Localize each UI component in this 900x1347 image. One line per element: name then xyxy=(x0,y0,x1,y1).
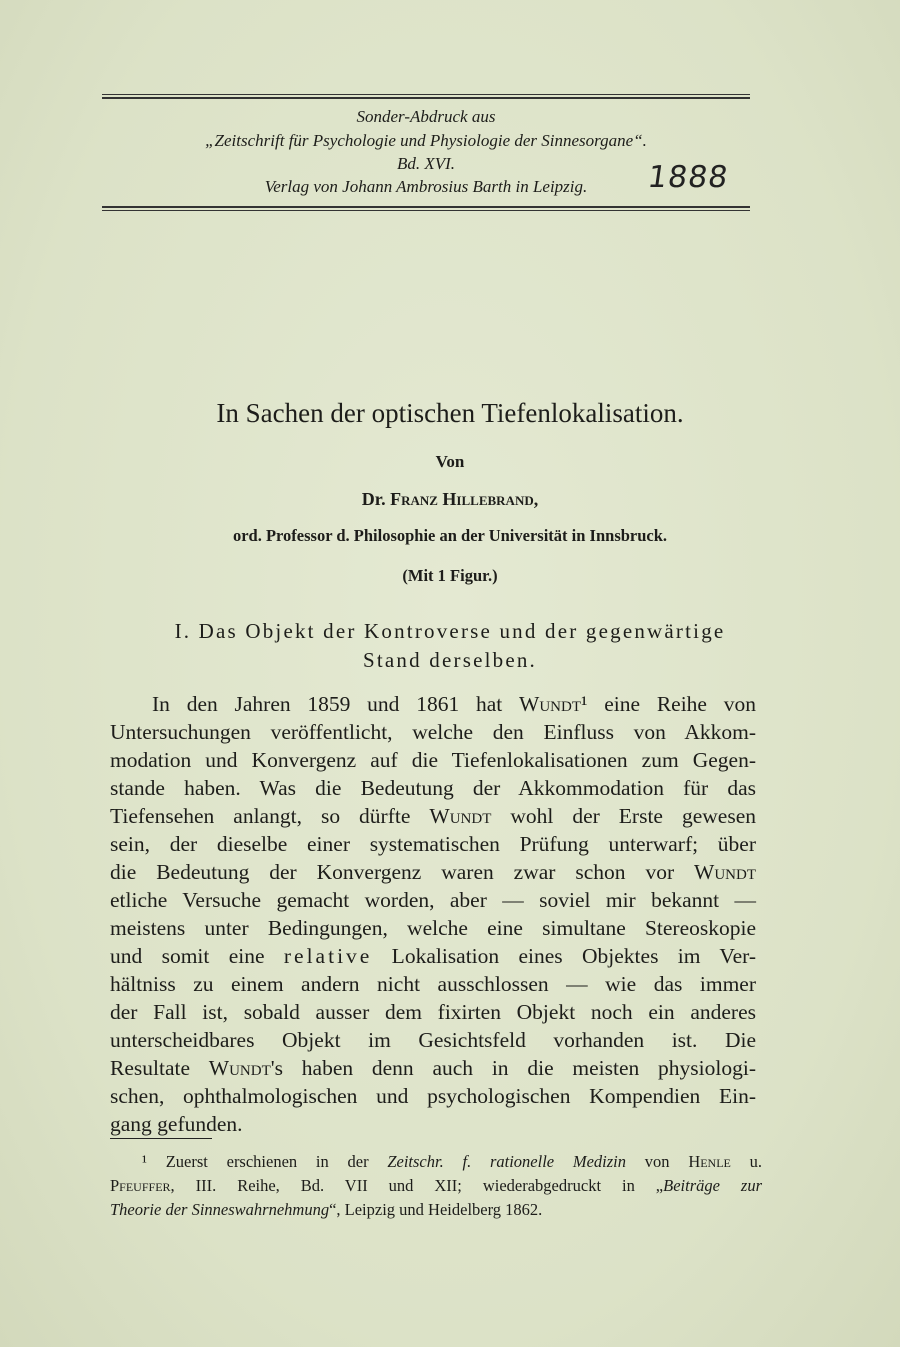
text-segment: sein, der dieselbe einer systematischen Prüfung unterwarf; über xyxy=(110,832,756,856)
header-rule-bottom-thick xyxy=(102,206,750,208)
text-line xyxy=(110,998,756,1026)
text-segment: 's haben denn auch in die meisten physiologi- xyxy=(270,1056,756,1080)
text-line xyxy=(110,1174,762,1198)
body-paragraph xyxy=(110,690,756,1138)
text-segment: gang gefunden. xyxy=(110,1112,243,1136)
author-prefix: Dr. xyxy=(361,489,391,509)
text-line xyxy=(110,718,756,746)
text-line xyxy=(110,1198,762,1222)
text-line xyxy=(110,858,756,886)
text-segment: stande haben. Was die Bedeutung der Akkommodation für das xyxy=(110,776,756,800)
text-segment: der Fall ist, sobald ausser dem fixirten Objekt noch ein anderes xyxy=(110,1000,756,1024)
text-line xyxy=(110,942,756,970)
text-line xyxy=(110,886,756,914)
text-line xyxy=(110,1110,756,1138)
text-segment: In den Jahren 1859 und 1861 hat xyxy=(152,692,520,716)
journal-name: „Zeitschrift für Psychologie und Physiologie der Sinnesorgane“. xyxy=(205,131,647,150)
offprint-label: Sonder-Abdruck aus xyxy=(356,107,496,126)
text-segment: ¹ eine Reihe von xyxy=(581,692,756,716)
text-segment: Wundt xyxy=(429,804,492,828)
publisher: Verlag von Johann Ambrosius Barth in Leipzig. xyxy=(264,177,588,196)
text-segment: Resultate xyxy=(110,1056,209,1080)
figure-note: (Mit 1 Figur.) xyxy=(402,566,498,585)
text-segment: und somit eine xyxy=(110,944,284,968)
header-rule-top xyxy=(102,94,750,95)
volume: Bd. XVI. xyxy=(396,154,456,173)
text-line xyxy=(110,802,756,830)
section-heading-line1: I. Das Objekt der Kontroverse und der gegenwärtige xyxy=(174,619,726,643)
text-segment: ¹ Zuerst erschienen in der xyxy=(142,1152,388,1171)
text-line xyxy=(110,774,756,802)
text-line xyxy=(110,1026,756,1054)
text-line xyxy=(110,1150,762,1174)
text-line xyxy=(110,914,756,942)
text-segment: Untersuchungen veröffentlicht, welche den Einfluss von Akkom- xyxy=(110,720,756,744)
text-segment: meistens unter Bedingungen, welche eine simultane Stereoskopie xyxy=(110,916,756,940)
header-rule-top-thick xyxy=(102,97,750,99)
text-segment: hältniss zu einem andern nicht ausschlossen — wie das immer xyxy=(110,972,756,996)
text-segment: Wundt xyxy=(519,692,581,716)
text-segment: Lokalisation eines Objektes im Ver- xyxy=(372,944,756,968)
text-segment: modation und Konvergenz auf die Tiefenlokalisationen zum Gegen- xyxy=(110,748,756,772)
author-name: Franz Hillebrand, xyxy=(390,489,539,509)
footnote-rule xyxy=(110,1138,212,1139)
text-segment: Zeitschr. f. rationelle Medizin xyxy=(387,1152,627,1171)
text-segment: Henle xyxy=(688,1152,731,1171)
text-line xyxy=(110,970,756,998)
text-segment: Wundt xyxy=(694,860,756,884)
text-line xyxy=(110,746,756,774)
author-line xyxy=(0,489,900,510)
text-segment: Pfeuffer xyxy=(110,1176,171,1195)
von-label: Von xyxy=(435,452,465,471)
text-line xyxy=(110,1082,756,1110)
text-segment: unterscheidbares Objekt im Gesichtsfeld vorhanden ist. Die xyxy=(110,1028,756,1052)
text-segment: , III. Reihe, Bd. VII und XII; wiederabgedruckt in „ xyxy=(170,1176,664,1195)
text-line xyxy=(110,690,756,718)
footnote xyxy=(110,1150,762,1222)
text-segment: die Bedeutung der Konvergenz waren zwar schon vor xyxy=(110,860,695,884)
section-heading-line2: Stand derselben. xyxy=(363,648,537,672)
text-line xyxy=(110,830,756,858)
text-segment: Wundt xyxy=(208,1056,271,1080)
text-segment: von xyxy=(626,1152,689,1171)
text-segment: schen, ophthalmologischen und psychologischen Kompendien Ein- xyxy=(110,1084,756,1108)
text-segment: relative xyxy=(283,944,373,968)
text-segment: Tiefensehen anlangt, so dürfte xyxy=(110,804,430,828)
text-segment: u. xyxy=(730,1152,763,1171)
text-line xyxy=(110,1054,756,1082)
affiliation: ord. Professor d. Philosophie an der Universität in Innsbruck. xyxy=(232,526,668,545)
text-segment: etliche Versuche gemacht worden, aber — soviel mir bekannt — xyxy=(110,888,756,912)
article-title: In Sachen der optischen Tiefenlokalisation. xyxy=(216,398,684,428)
text-segment: Theorie der Sinneswahrnehmung xyxy=(110,1200,330,1219)
header-rule-bottom xyxy=(102,210,750,211)
text-segment: Beiträge zur xyxy=(663,1176,762,1195)
text-segment: wohl der Erste gewesen xyxy=(491,804,756,828)
handwritten-year: 1888 xyxy=(645,160,731,195)
text-segment: “, Leipzig und Heidelberg 1862. xyxy=(329,1200,543,1219)
